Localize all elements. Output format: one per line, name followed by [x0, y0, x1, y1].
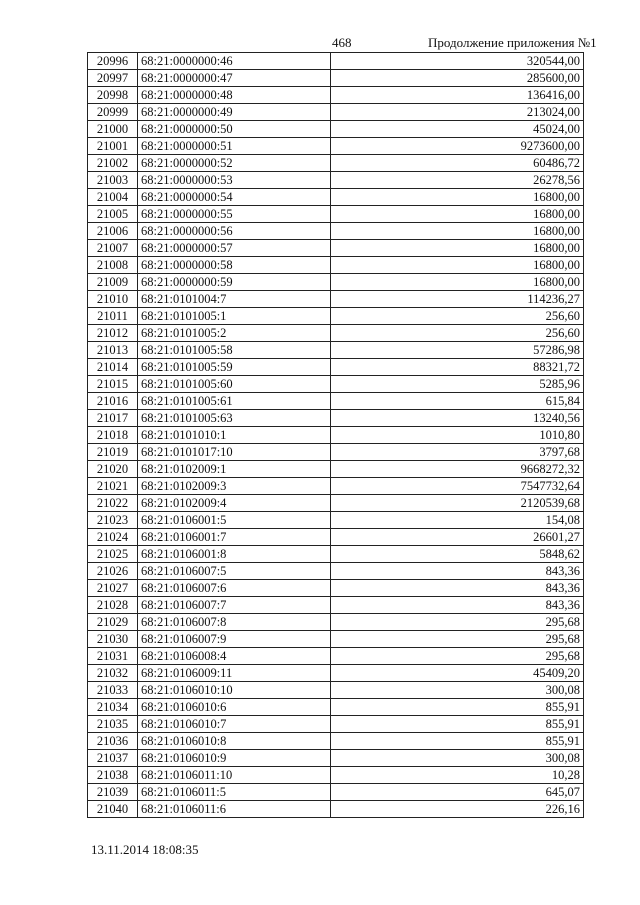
row-number-cell: 20997 — [88, 70, 138, 87]
table-row — [88, 308, 584, 325]
table-row — [88, 138, 584, 155]
table-row — [88, 461, 584, 478]
cadastral-number-cell: 68:21:0106007:6 — [138, 580, 331, 597]
cadastral-number-cell: 68:21:0101005:61 — [138, 393, 331, 410]
row-number-cell: 20999 — [88, 104, 138, 121]
row-number-cell: 21020 — [88, 461, 138, 478]
table-row — [88, 682, 584, 699]
row-number-cell: 21038 — [88, 767, 138, 784]
cadastral-number-cell: 68:21:0106009:11 — [138, 665, 331, 682]
row-number-cell: 21033 — [88, 682, 138, 699]
cadastral-number-cell: 68:21:0101010:1 — [138, 427, 331, 444]
cadastral-value-table — [87, 52, 584, 818]
print-timestamp: 13.11.2014 18:08:35 — [91, 842, 199, 857]
table-row — [88, 784, 584, 801]
cadastral-number-cell: 68:21:0101004:7 — [138, 291, 331, 308]
cadastral-value-cell: 154,08 — [331, 512, 584, 529]
cadastral-number-cell: 68:21:0106010:9 — [138, 750, 331, 767]
cadastral-number-cell: 68:21:0106001:5 — [138, 512, 331, 529]
table-row — [88, 478, 584, 495]
cadastral-number-cell: 68:21:0106010:8 — [138, 733, 331, 750]
table-row — [88, 546, 584, 563]
table-row — [88, 512, 584, 529]
cadastral-value-cell: 855,91 — [331, 716, 584, 733]
cadastral-number-cell: 68:21:0106007:8 — [138, 614, 331, 631]
row-number-cell: 21035 — [88, 716, 138, 733]
row-number-cell: 20996 — [88, 53, 138, 70]
table-row — [88, 87, 584, 104]
cadastral-number-cell: 68:21:0102009:3 — [138, 478, 331, 495]
cadastral-value-cell: 45024,00 — [331, 121, 584, 138]
cadastral-value-cell: 9273600,00 — [331, 138, 584, 155]
row-number-cell: 21021 — [88, 478, 138, 495]
cadastral-value-cell: 295,68 — [331, 648, 584, 665]
cadastral-value-cell: 88321,72 — [331, 359, 584, 376]
cadastral-value-cell: 16800,00 — [331, 257, 584, 274]
cadastral-value-cell: 300,08 — [331, 682, 584, 699]
cadastral-value-cell: 16800,00 — [331, 206, 584, 223]
cadastral-number-cell: 68:21:0000000:52 — [138, 155, 331, 172]
cadastral-value-cell: 295,68 — [331, 631, 584, 648]
table-row — [88, 631, 584, 648]
table-row — [88, 444, 584, 461]
cadastral-number-cell: 68:21:0000000:58 — [138, 257, 331, 274]
table-row — [88, 801, 584, 818]
table-row — [88, 155, 584, 172]
row-number-cell: 21006 — [88, 223, 138, 240]
cadastral-value-cell: 9668272,32 — [331, 461, 584, 478]
table-row — [88, 291, 584, 308]
cadastral-value-cell: 7547732,64 — [331, 478, 584, 495]
row-number-cell: 21025 — [88, 546, 138, 563]
table-row — [88, 53, 584, 70]
page-number: 468 — [332, 35, 352, 50]
row-number-cell: 21003 — [88, 172, 138, 189]
cadastral-number-cell: 68:21:0000000:51 — [138, 138, 331, 155]
row-number-cell: 21002 — [88, 155, 138, 172]
cadastral-value-cell: 16800,00 — [331, 223, 584, 240]
table-row — [88, 376, 584, 393]
table-row — [88, 733, 584, 750]
table-row — [88, 597, 584, 614]
table-row — [88, 614, 584, 631]
table-row — [88, 189, 584, 206]
table-body — [88, 53, 584, 818]
cadastral-value-cell: 226,16 — [331, 801, 584, 818]
table-row — [88, 716, 584, 733]
cadastral-value-cell: 3797,68 — [331, 444, 584, 461]
table-row — [88, 427, 584, 444]
table-row — [88, 223, 584, 240]
table-row — [88, 342, 584, 359]
table-row — [88, 665, 584, 682]
cadastral-number-cell: 68:21:0101005:59 — [138, 359, 331, 376]
cadastral-value-cell: 114236,27 — [331, 291, 584, 308]
cadastral-number-cell: 68:21:0106007:9 — [138, 631, 331, 648]
row-number-cell: 21009 — [88, 274, 138, 291]
row-number-cell: 21039 — [88, 784, 138, 801]
table-row — [88, 104, 584, 121]
row-number-cell: 21008 — [88, 257, 138, 274]
table-row — [88, 410, 584, 427]
cadastral-number-cell: 68:21:0106001:8 — [138, 546, 331, 563]
cadastral-value-cell: 57286,98 — [331, 342, 584, 359]
row-number-cell: 21032 — [88, 665, 138, 682]
row-number-cell: 21028 — [88, 597, 138, 614]
cadastral-number-cell: 68:21:0102009:4 — [138, 495, 331, 512]
cadastral-value-cell: 16800,00 — [331, 274, 584, 291]
cadastral-value-cell: 855,91 — [331, 699, 584, 716]
cadastral-value-cell: 295,68 — [331, 614, 584, 631]
cadastral-value-cell: 5285,96 — [331, 376, 584, 393]
row-number-cell: 21040 — [88, 801, 138, 818]
table-row — [88, 206, 584, 223]
cadastral-number-cell: 68:21:0000000:59 — [138, 274, 331, 291]
cadastral-number-cell: 68:21:0106010:6 — [138, 699, 331, 716]
cadastral-number-cell: 68:21:0000000:53 — [138, 172, 331, 189]
cadastral-value-cell: 26601,27 — [331, 529, 584, 546]
cadastral-number-cell: 68:21:0000000:48 — [138, 87, 331, 104]
row-number-cell: 21018 — [88, 427, 138, 444]
row-number-cell: 21019 — [88, 444, 138, 461]
cadastral-value-cell: 320544,00 — [331, 53, 584, 70]
cadastral-value-cell: 26278,56 — [331, 172, 584, 189]
cadastral-number-cell: 68:21:0106007:5 — [138, 563, 331, 580]
row-number-cell: 21016 — [88, 393, 138, 410]
cadastral-number-cell: 68:21:0101005:60 — [138, 376, 331, 393]
cadastral-number-cell: 68:21:0101005:2 — [138, 325, 331, 342]
cadastral-value-cell: 60486,72 — [331, 155, 584, 172]
cadastral-number-cell: 68:21:0000000:54 — [138, 189, 331, 206]
table-row — [88, 121, 584, 138]
table-row — [88, 70, 584, 87]
table-row — [88, 529, 584, 546]
row-number-cell: 21013 — [88, 342, 138, 359]
cadastral-value-cell: 10,28 — [331, 767, 584, 784]
row-number-cell: 21017 — [88, 410, 138, 427]
table-row — [88, 648, 584, 665]
cadastral-value-cell: 45409,20 — [331, 665, 584, 682]
cadastral-number-cell: 68:21:0101005:63 — [138, 410, 331, 427]
cadastral-value-cell: 13240,56 — [331, 410, 584, 427]
row-number-cell: 21004 — [88, 189, 138, 206]
row-number-cell: 21014 — [88, 359, 138, 376]
cadastral-number-cell: 68:21:0106007:7 — [138, 597, 331, 614]
cadastral-number-cell: 68:21:0000000:49 — [138, 104, 331, 121]
cadastral-value-cell: 2120539,68 — [331, 495, 584, 512]
cadastral-number-cell: 68:21:0000000:55 — [138, 206, 331, 223]
table-row — [88, 274, 584, 291]
cadastral-number-cell: 68:21:0106010:7 — [138, 716, 331, 733]
cadastral-value-cell: 5848,62 — [331, 546, 584, 563]
row-number-cell: 21001 — [88, 138, 138, 155]
cadastral-number-cell: 68:21:0000000:57 — [138, 240, 331, 257]
cadastral-value-cell: 256,60 — [331, 308, 584, 325]
cadastral-number-cell: 68:21:0101017:10 — [138, 444, 331, 461]
cadastral-value-cell: 855,91 — [331, 733, 584, 750]
cadastral-value-cell: 300,08 — [331, 750, 584, 767]
row-number-cell: 21027 — [88, 580, 138, 597]
cadastral-value-cell: 213024,00 — [331, 104, 584, 121]
cadastral-number-cell: 68:21:0000000:50 — [138, 121, 331, 138]
cadastral-number-cell: 68:21:0106011:10 — [138, 767, 331, 784]
cadastral-number-cell: 68:21:0106008:4 — [138, 648, 331, 665]
cadastral-number-cell: 68:21:0106011:6 — [138, 801, 331, 818]
cadastral-number-cell: 68:21:0000000:56 — [138, 223, 331, 240]
cadastral-value-cell: 843,36 — [331, 597, 584, 614]
row-number-cell: 21037 — [88, 750, 138, 767]
table-row — [88, 580, 584, 597]
appendix-continuation-title: Продолжение приложения №1 — [428, 35, 597, 50]
row-number-cell: 21011 — [88, 308, 138, 325]
row-number-cell: 21000 — [88, 121, 138, 138]
cadastral-value-cell: 1010,80 — [331, 427, 584, 444]
row-number-cell: 21012 — [88, 325, 138, 342]
cadastral-number-cell: 68:21:0101005:1 — [138, 308, 331, 325]
table-row — [88, 359, 584, 376]
cadastral-value-cell: 285600,00 — [331, 70, 584, 87]
cadastral-value-cell: 16800,00 — [331, 189, 584, 206]
row-number-cell: 21023 — [88, 512, 138, 529]
cadastral-value-cell: 843,36 — [331, 563, 584, 580]
row-number-cell: 20998 — [88, 87, 138, 104]
cadastral-number-cell: 68:21:0106010:10 — [138, 682, 331, 699]
table-row — [88, 767, 584, 784]
row-number-cell: 21022 — [88, 495, 138, 512]
cadastral-number-cell: 68:21:0106011:5 — [138, 784, 331, 801]
table-row — [88, 495, 584, 512]
row-number-cell: 21010 — [88, 291, 138, 308]
row-number-cell: 21026 — [88, 563, 138, 580]
cadastral-value-cell: 16800,00 — [331, 240, 584, 257]
table-row — [88, 257, 584, 274]
row-number-cell: 21030 — [88, 631, 138, 648]
table-row — [88, 240, 584, 257]
row-number-cell: 21036 — [88, 733, 138, 750]
table-row — [88, 393, 584, 410]
cadastral-value-cell: 615,84 — [331, 393, 584, 410]
row-number-cell: 21007 — [88, 240, 138, 257]
table-row — [88, 172, 584, 189]
cadastral-number-cell: 68:21:0106001:7 — [138, 529, 331, 546]
table-row — [88, 750, 584, 767]
table-row — [88, 325, 584, 342]
cadastral-number-cell: 68:21:0101005:58 — [138, 342, 331, 359]
cadastral-value-cell: 256,60 — [331, 325, 584, 342]
cadastral-number-cell: 68:21:0102009:1 — [138, 461, 331, 478]
cadastral-number-cell: 68:21:0000000:47 — [138, 70, 331, 87]
cadastral-value-cell: 136416,00 — [331, 87, 584, 104]
table-row — [88, 563, 584, 580]
row-number-cell: 21031 — [88, 648, 138, 665]
cadastral-value-cell: 843,36 — [331, 580, 584, 597]
table-row — [88, 699, 584, 716]
row-number-cell: 21005 — [88, 206, 138, 223]
cadastral-number-cell: 68:21:0000000:46 — [138, 53, 331, 70]
row-number-cell: 21034 — [88, 699, 138, 716]
row-number-cell: 21015 — [88, 376, 138, 393]
row-number-cell: 21024 — [88, 529, 138, 546]
row-number-cell: 21029 — [88, 614, 138, 631]
cadastral-value-cell: 645,07 — [331, 784, 584, 801]
